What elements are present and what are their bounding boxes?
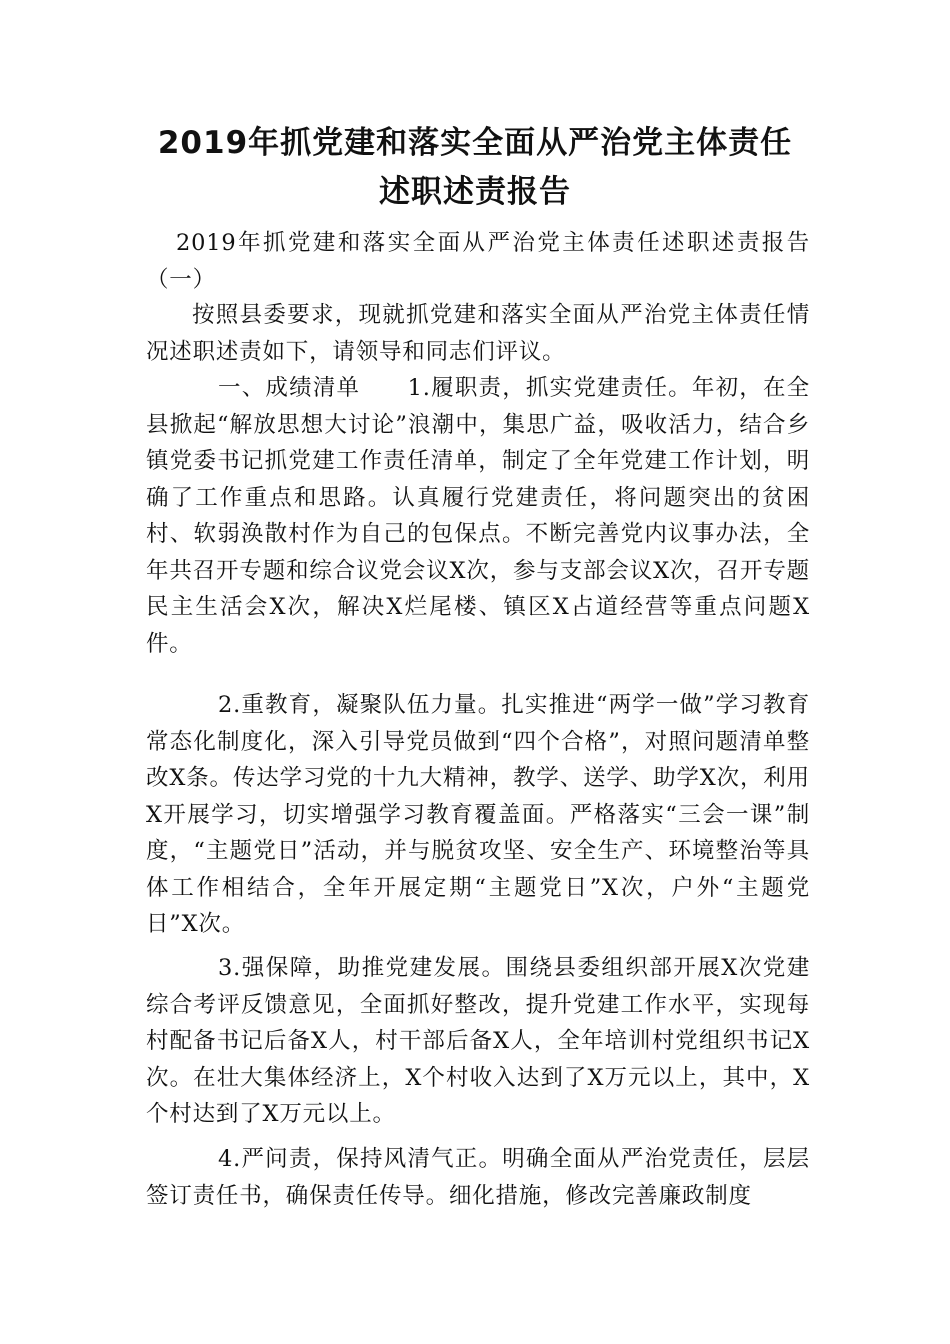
document-subtitle: 2019年抓党建和落实全面从严治党主体责任述职述责报告（一） [146, 230, 810, 293]
paragraph-achievements-1: 一、成绩清单 1.履职责，抓实党建责任。年初，在全县掀起“解放思想大讨论”浪潮中，集思广益，吸收活力，结合乡镇党委书记抓党建工作责任清单，制定了全年党建工作计划，明确了工作重点和思路。认真履行党建责任，将问题突出的贫困村、软弱涣散村作为自己的包保点。不断完善党内议事办法，全年共召开专题和综合议党会议X次，参与支部会议X次，召开专题民主生活会X次，解决X烂尾楼、镇区X占道经营等重点问题X件。 [146, 375, 810, 657]
paragraph-intro: 按照县委要求，现就抓党建和落实全面从严治党主体责任情况述职述责如下，请领导和同志们评议。 [146, 302, 810, 365]
paragraph-achievements-2: 2.重教育，凝聚队伍力量。扎实推进“两学一做”学习教育常态化制度化，深入引导党员做到“四个合格”，对照问题清单整改X条。传达学习党的十九大精神，教学、送学、助学X次，利用X开展学习，切实增强学习教育覆盖面。严格落实“三会一课”制度，“主题党日”活动，并与脱贫攻坚、安全生产、环境整治等具体工作相结合，全年开展定期“主题党日”X次，户外“主题党日”X次。 [146, 692, 810, 937]
document-title-line-1: 2019年抓党建和落实全面从严治党主体责任 [157, 125, 793, 161]
document-title-line-2: 述职述责报告 [379, 174, 571, 210]
paragraph-achievements-4: 4.严问责，保持风清气正。明确全面从严治党责任，层层签订责任书，确保责任传导。细化措施，修改完善廉政制度 [146, 1146, 810, 1209]
paragraph-achievements-3: 3.强保障，助推党建发展。围绕县委组织部开展X次党建综合考评反馈意见，全面抓好整改，提升党建工作水平，实现每村配备书记后备X人，村干部后备X人，全年培训村党组织书记X次。在壮大集体经济上，X个村收入达到了X万元以上，其中，X个村达到了X万元以上。 [146, 955, 810, 1127]
